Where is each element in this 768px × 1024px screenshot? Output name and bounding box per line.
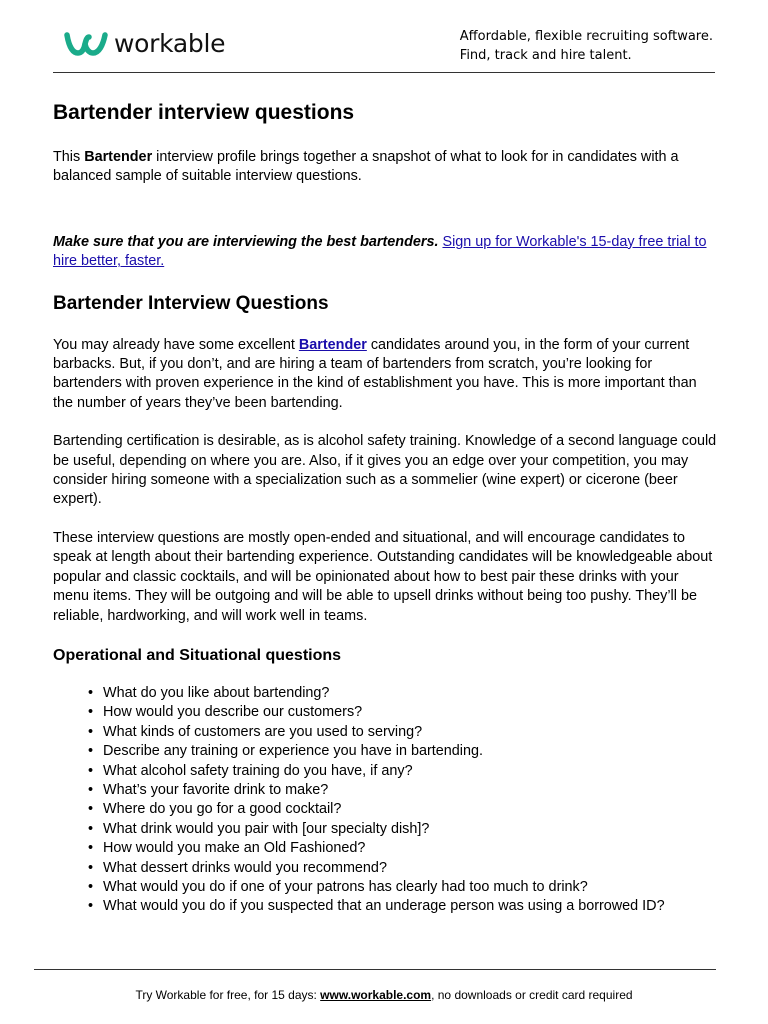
bartender-link[interactable]: Bartender <box>298 336 367 353</box>
logo-wordmark: workable <box>114 29 226 58</box>
paragraph-certification: Bartending certification is desirable, as is alcohol safety training. Knowledge of a second language could be useful, depending on where you are. Also, if it gives you an edge over your competition, you may consider hiring someone with a specialization such as a sommelier (wine expert) or cicerone (beer expert). <box>53 433 717 508</box>
para1-suffix: candidates around you, in the form of your current barbacks. But, if you don’t, and are hiring a team of bartenders from scratch, you’re looking for bartenders with proven experience in the kind of establishment you have. This is more important than the number of years they’ve been bartending. <box>53 336 697 411</box>
subsection-heading: Operational and Situational questions <box>53 646 342 664</box>
page-footer <box>0 987 768 1003</box>
list-item: • What do you like about bartending? <box>103 684 718 703</box>
list-item: • What drink would you pair with [our specialty dish]? <box>103 820 718 839</box>
header-tagline <box>460 27 713 65</box>
footer-website-link[interactable]: www.workable.com <box>320 988 432 1002</box>
list-item: • Where do you go for a good cocktail? <box>103 800 718 819</box>
list-item: • Describe any training or experience you have in bartending. <box>103 742 718 761</box>
cta-paragraph <box>53 233 718 272</box>
list-item: • What kinds of customers are you used to serving? <box>103 723 718 742</box>
page-title: Bartender interview questions <box>53 101 355 124</box>
page-header <box>0 0 768 74</box>
list-item: • What alcohol safety training do you have, if any? <box>103 762 718 781</box>
intro-paragraph <box>53 148 718 187</box>
list-item: • What would you do if you suspected that an underage person was using a borrowed ID? <box>103 897 718 916</box>
list-item: • How would you describe our customers? <box>103 703 718 722</box>
list-item: • What would you do if one of your patrons has clearly had too much to drink? <box>103 878 718 897</box>
signup-link[interactable]: Sign up for Workable's 15-day free trial to hire better, faster. <box>53 233 707 270</box>
para1-prefix: You may already have some excellent <box>53 336 299 353</box>
tagline-line-1: Affordable, flexible recruiting software. <box>459 29 713 44</box>
list-item: • What dessert drinks would you recommend? <box>103 859 718 878</box>
tagline-line-2: Find, track and hire talent. <box>459 48 632 63</box>
section-heading: Bartender Interview Questions <box>53 292 329 314</box>
intro-suffix: interview profile brings together a snapshot of what to look for in candidates with a balanced sample of suitable interview questions. <box>53 149 679 185</box>
questions-list <box>53 684 718 917</box>
cta-emphasis: Make sure that you are interviewing the best bartenders. <box>53 233 439 250</box>
intro-bold-role: Bartender <box>84 149 153 165</box>
list-item: • How would you make an Old Fashioned? <box>103 839 718 858</box>
footer-divider <box>34 969 716 970</box>
list-item: • What’s your favorite drink to make? <box>103 781 718 800</box>
paragraph-candidates <box>53 336 718 414</box>
document-body <box>53 100 718 917</box>
footer-prefix: Try Workable for free, for 15 days: <box>135 988 321 1002</box>
workable-logo[interactable] <box>64 30 225 58</box>
paragraph-question-style: These interview questions are mostly open-ended and situational, and will encourage candidates to speak at length about their bartending experience. Outstanding candidates will be knowledgeable about popular and classic cocktails, and will be opinionated about how to best pair these drinks with your menu items. They will be outgoing and will be able to upsell drinks without being too pushy. They’ll be reliable, hardworking, and will work well in teams. <box>53 529 713 624</box>
workable-logo-icon <box>64 31 108 57</box>
footer-suffix: , no downloads or credit card required <box>431 988 633 1002</box>
intro-prefix: This <box>53 149 85 165</box>
header-divider <box>53 72 715 73</box>
